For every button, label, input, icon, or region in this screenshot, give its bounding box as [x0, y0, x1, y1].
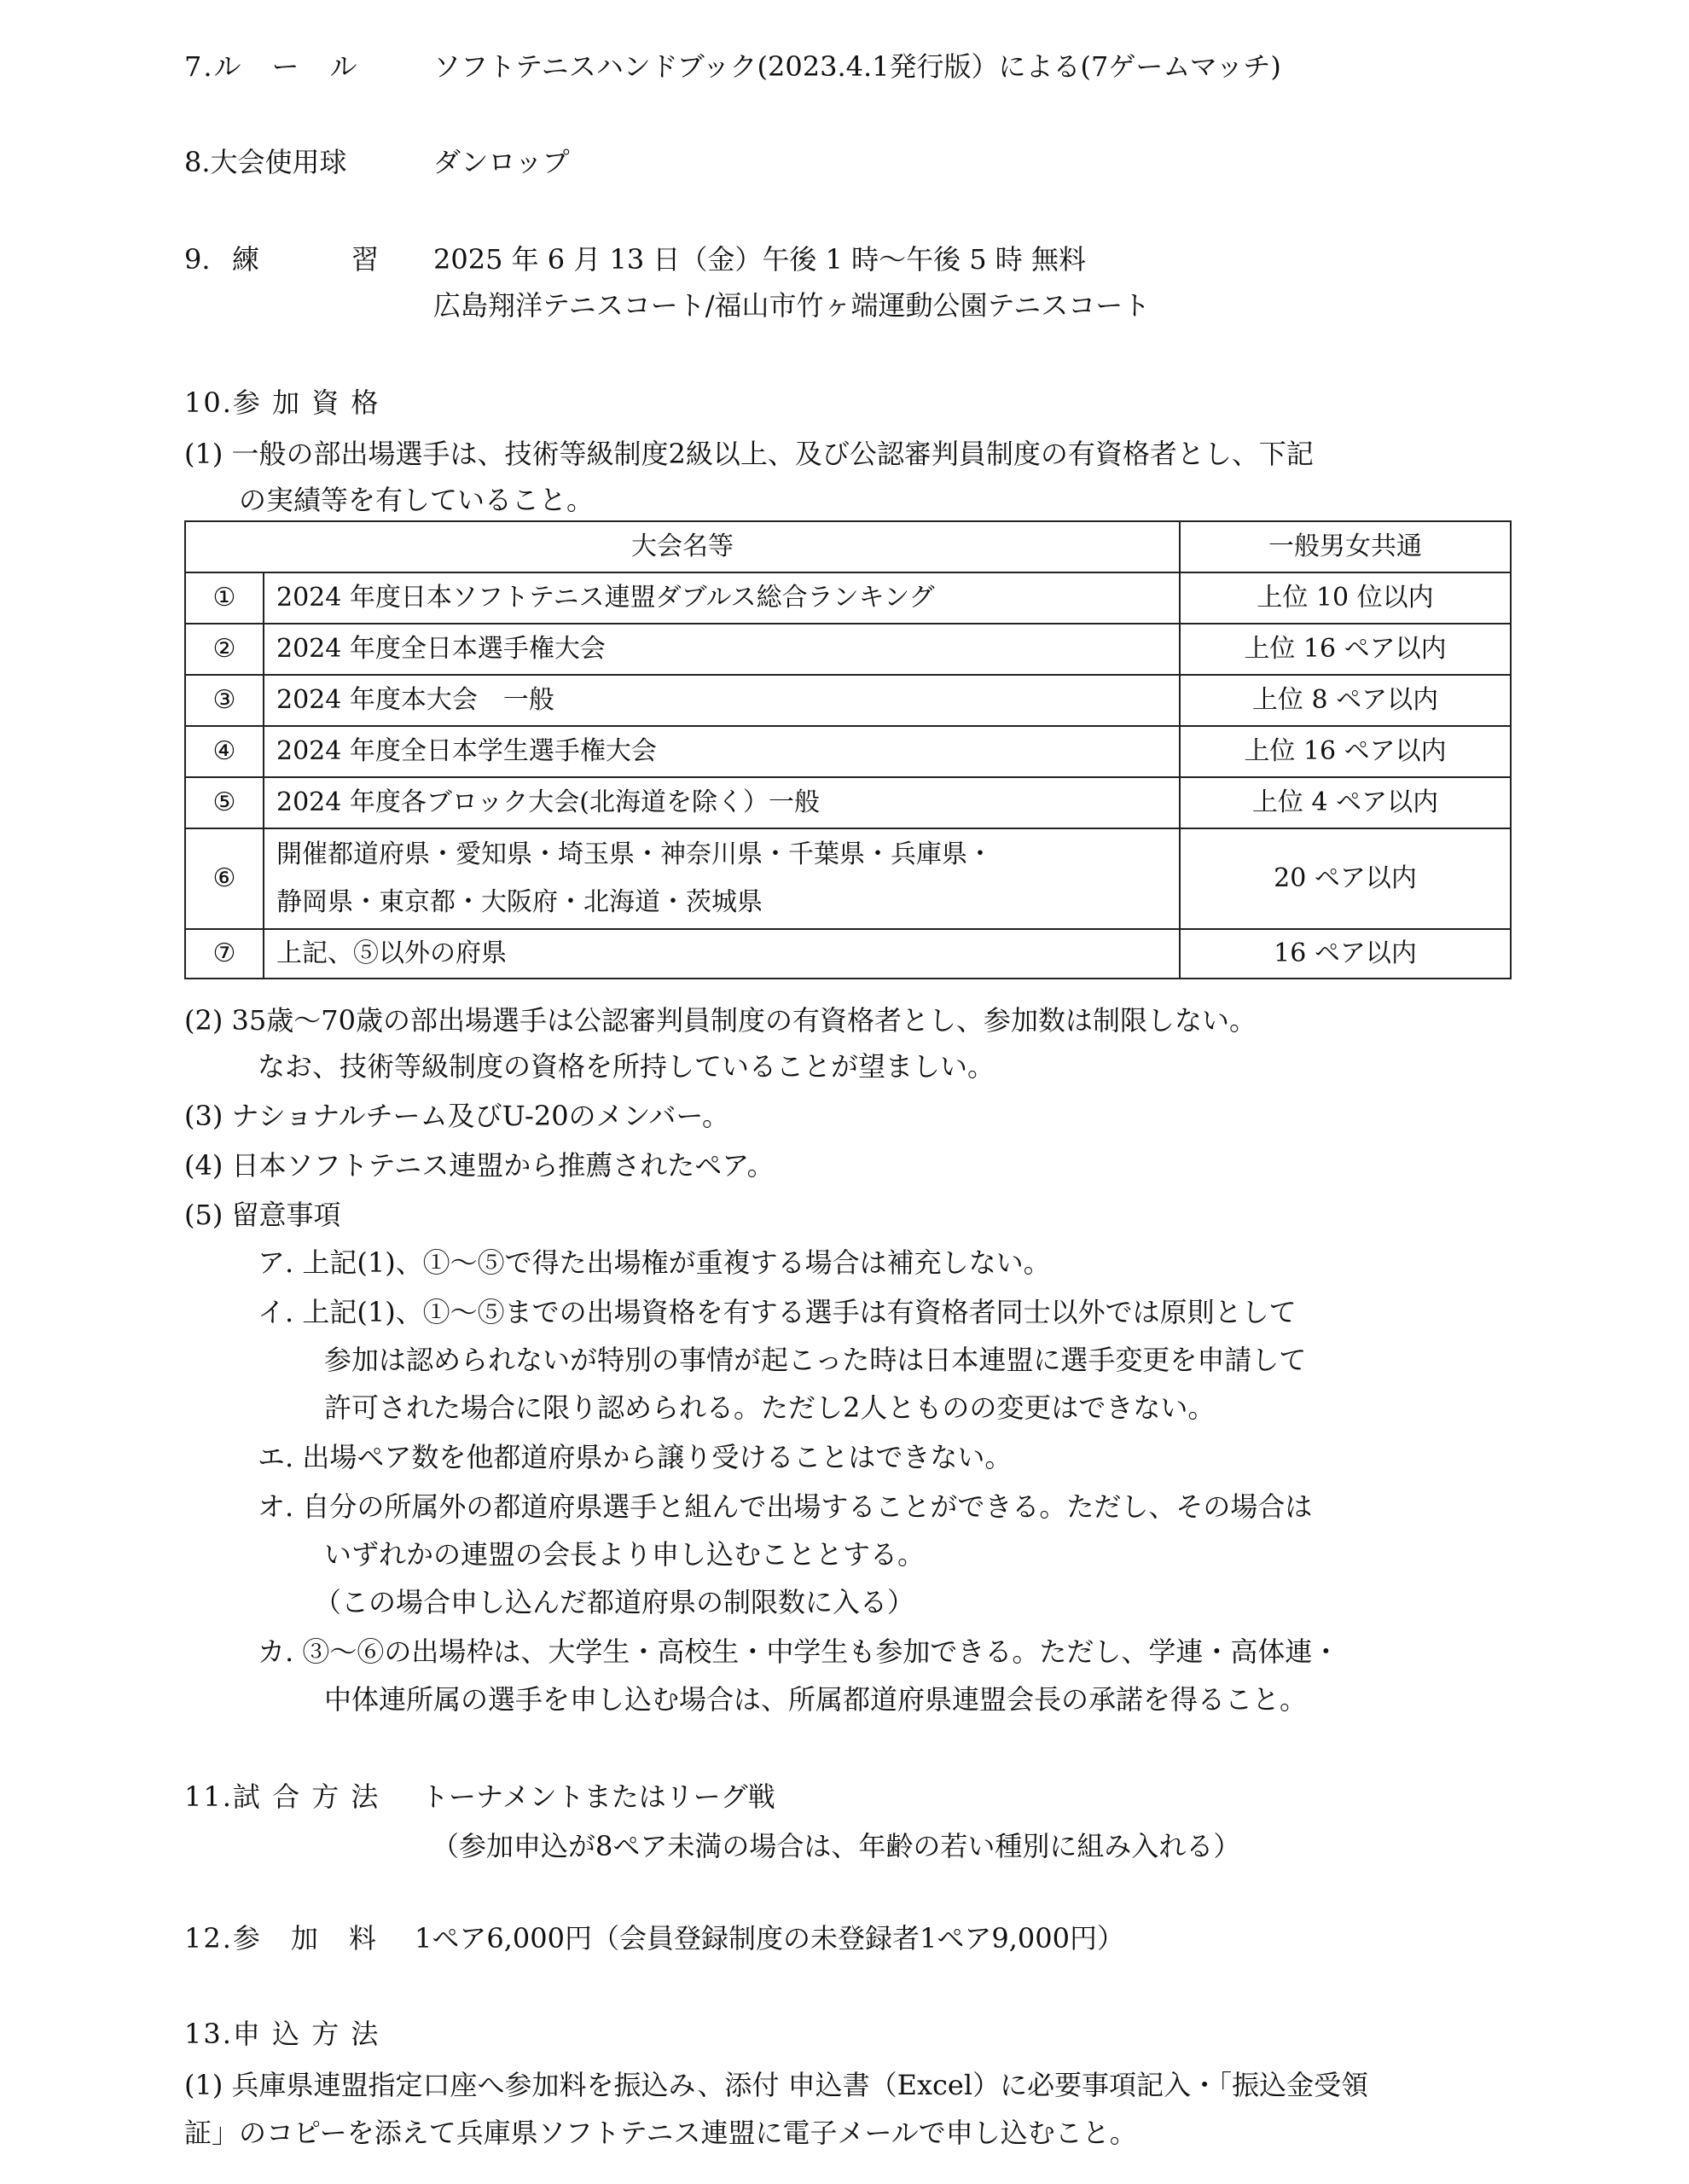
table-row-event: 2024 年度日本ソフトテニス連盟ダブルス総合ランキング: [264, 572, 1180, 624]
table-row-number: ⑦: [185, 929, 264, 979]
note-o-line-1: オ. 自分の所属外の都道府県選手と組んで出場することができる。ただし、その場合は: [258, 1490, 1313, 1523]
table-row-number: ②: [185, 624, 264, 675]
rule-label: 7.ル ー ル: [184, 50, 359, 83]
practice-date: 2025 年 6 月 13 日（金）午後 1 時～午後 5 時 無料: [433, 243, 1086, 276]
table-row-quota: 上位 10 位以内: [1180, 572, 1511, 624]
ball-text: ダンロップ: [433, 146, 570, 178]
rule-text: ソフトテニスハンドブック(2023.4.1発行版）による(7ゲームマッチ): [433, 50, 1281, 83]
table-row-event: 2024 年度本大会 一般: [264, 675, 1180, 726]
match-method-label: 11.試 合 方 法: [184, 1780, 380, 1813]
note-i-line-3: 許可された場合に限り認められる。ただし2人とものの変更はできない。: [324, 1391, 1216, 1424]
table-header-event: 大会名等: [185, 521, 1180, 572]
table-row-quota: 上位 4 ペア以内: [1180, 777, 1511, 828]
table-row-number: ⑤: [185, 777, 264, 828]
note-ka-line-1: カ. ③～⑥の出場枠は、大学生・高校生・中学生も参加できる。ただし、学連・高体連・: [258, 1635, 1340, 1668]
table-row-quota: 16 ペア以内: [1180, 929, 1511, 979]
table-row: [185, 624, 1511, 675]
eligibility-table: [184, 520, 1512, 979]
table-row-number: ④: [185, 726, 264, 777]
table-row: [185, 675, 1511, 726]
match-method-text: トーナメントまたはリーグ戦: [421, 1780, 775, 1813]
table-header-row: [185, 521, 1511, 572]
match-method-note: （参加申込が8ペア未満の場合は、年齢の若い種別に組み入れる）: [432, 1830, 1241, 1862]
note-o-line-2: いずれかの連盟の会長より申し込むこととする。: [324, 1538, 926, 1571]
table-row: [185, 572, 1511, 624]
eligibility-item-2-line-2: なお、技術等級制度の資格を所持していることが望ましい。: [258, 1050, 995, 1083]
table-row-quota: 上位 16 ペア以内: [1180, 624, 1511, 675]
practice-venue: 広島翔洋テニスコート/福山市竹ヶ端運動公園テニスコート: [433, 289, 1151, 322]
note-ka-line-2: 中体連所属の選手を申し込む場合は、所属都道府県連盟会長の承諾を得ること。: [324, 1683, 1308, 1716]
table-row-event: 上記、⑤以外の府県: [264, 929, 1180, 979]
fee-text: 1ペア6,000円（会員登録制度の未登録者1ペア9,000円）: [415, 1922, 1124, 1955]
table-row-event: 2024 年度全日本選手権大会: [264, 624, 1180, 675]
table-row-event: [264, 828, 1180, 929]
note-a: ア. 上記(1)、①～⑤で得た出場権が重複する場合は補充しない。: [258, 1246, 1051, 1279]
table-row-number: ①: [185, 572, 264, 624]
table-row-quota: 上位 8 ペア以内: [1180, 675, 1511, 726]
table-row-quota: 20 ペア以内: [1180, 828, 1511, 929]
note-i-line-1: イ. 上記(1)、①～⑤までの出場資格を有する選手は有資格者同士以外では原則として: [258, 1296, 1297, 1328]
table-row-quota: 上位 16 ペア以内: [1180, 726, 1511, 777]
table-row-event: 2024 年度全日本学生選手権大会: [264, 726, 1180, 777]
application-label: 13.申 込 方 法: [184, 2018, 380, 2050]
practice-label-number: 9.: [184, 243, 211, 276]
application-line-2: 証」のコピーを添えて兵庫県ソフトテニス連盟に電子メールで申し込むこと。: [184, 2117, 1137, 2149]
note-i-line-2: 参加は認められないが特別の事情が起こった時は日本連盟に選手変更を申請して: [324, 1344, 1307, 1376]
note-o-line-3: （この場合申し込んだ都道府県の制限数に入る）: [314, 1586, 915, 1618]
table-row-number: ③: [185, 675, 264, 726]
table-row: [185, 828, 1511, 929]
eligibility-item-1-line-1: (1) 一般の部出場選手は、技術等級制度2級以上、及び公認審判員制度の有資格者とし、下記: [184, 438, 1314, 470]
table-row-number: ⑥: [185, 828, 264, 929]
fee-label: 12.参 加 料: [184, 1922, 378, 1955]
practice-label-part-1: 練: [232, 243, 260, 276]
eligibility-item-2-line-1: (2) 35歳～70歳の部出場選手は公認審判員制度の有資格者とし、参加数は制限しない。: [184, 1004, 1257, 1037]
note-e: エ. 出場ペア数を他都道府県から譲り受けることはできない。: [258, 1441, 1013, 1473]
table-row-event-line-1: 開催都道府県・愛知県・埼玉県・神奈川県・千葉県・兵庫県・: [276, 839, 993, 869]
eligibility-item-5: (5) 留意事項: [184, 1199, 341, 1231]
table-header-category: 一般男女共通: [1180, 521, 1511, 572]
application-line-1: (1) 兵庫県連盟指定口座へ参加料を振込み、添付 申込書（Excel）に必要事項記入・「振込金受領: [184, 2069, 1369, 2101]
practice-label-part-2: 習: [351, 243, 380, 276]
eligibility-label: 10.参 加 資 格: [184, 386, 380, 419]
table-row: [185, 726, 1511, 777]
table-row-event-line-2: 静岡県・東京都・大阪府・北海道・茨城県: [276, 887, 763, 917]
table-row: [185, 929, 1511, 979]
eligibility-item-3: (3) ナショナルチーム及びU-20のメンバー。: [184, 1100, 730, 1132]
table-row-event: 2024 年度各ブロック大会(北海道を除く）一般: [264, 777, 1180, 828]
eligibility-item-1-line-2: の実績等を有していること。: [239, 484, 595, 516]
ball-label: 8.大会使用球: [184, 146, 347, 178]
table-row: [185, 777, 1511, 828]
eligibility-item-4: (4) 日本ソフトテニス連盟から推薦されたペア。: [184, 1149, 775, 1182]
